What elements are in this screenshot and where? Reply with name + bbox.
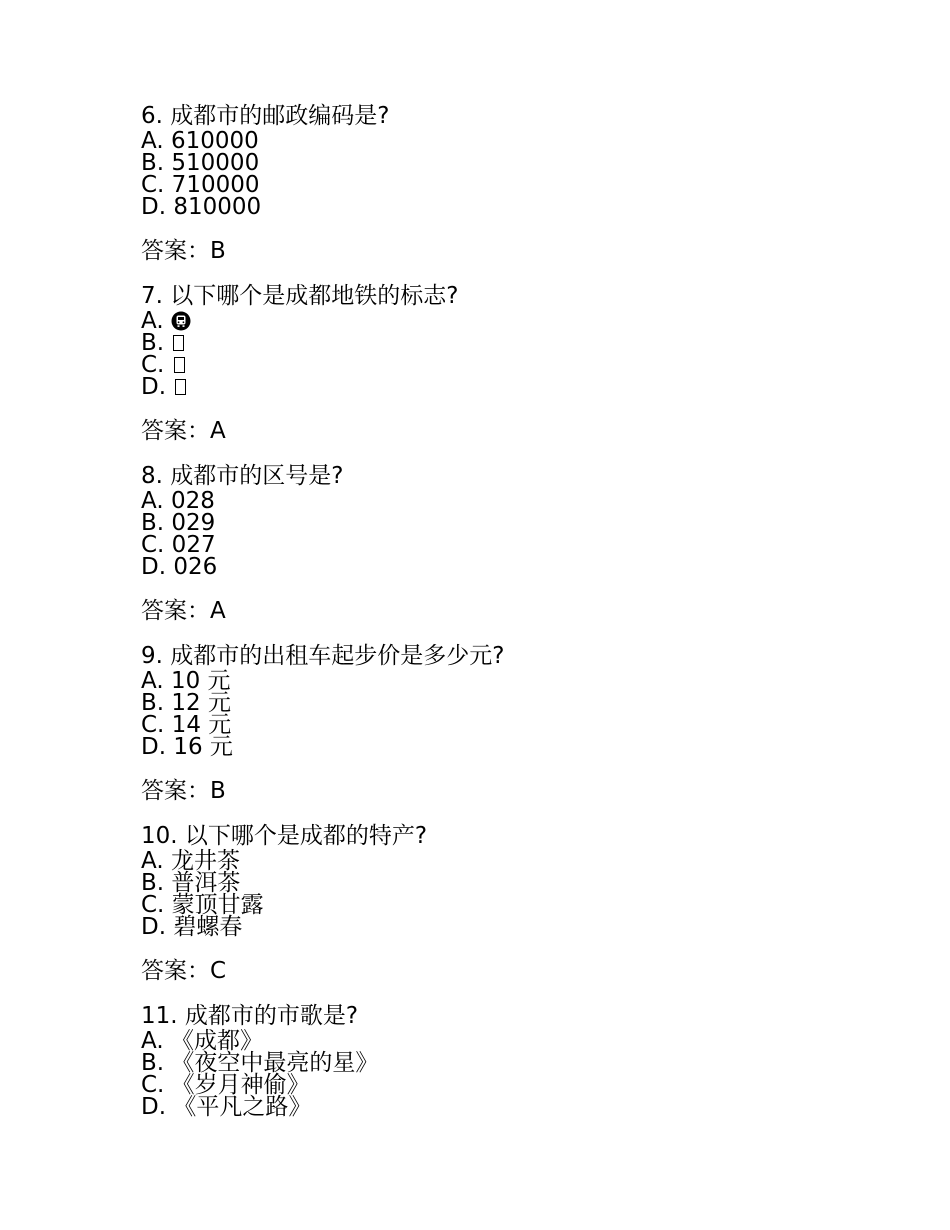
option-b [141,332,841,354]
question-text: 8. 成都市的区号是? [141,463,344,489]
answer-value: B [210,238,226,264]
question-text: 6. 成都市的邮政编码是? [141,103,390,129]
quiz-document [141,104,841,1118]
answer-line [141,958,841,984]
question-text: 7. 以下哪个是成都地铁的标志? [141,283,459,309]
option-a: A. 10 元 [141,668,231,694]
answer-value: A [210,598,226,624]
option-a: A. 《成都》 [141,1028,263,1054]
question-text: 10. 以下哪个是成都的特产? [141,823,428,849]
question-7 [141,284,841,444]
question-11 [141,1004,841,1118]
metro-icon [171,311,191,331]
option-b: B. 510000 [141,150,260,176]
missing-glyph-box-icon [174,357,185,373]
option-a: A. 028 [141,488,215,514]
answer-line [141,778,841,804]
option-d: D. 026 [141,554,218,580]
option-c [141,354,841,376]
question-text: 9. 成都市的出租车起步价是多少元? [141,643,505,669]
option-d: D. 16 元 [141,734,233,760]
option-d: D. 810000 [141,194,262,220]
answer-value: C [210,958,227,984]
answer-label: 答案： [141,958,210,984]
option-c: C. 14 元 [141,712,232,738]
answer-label: 答案： [141,598,210,624]
option-label: B. [141,330,172,356]
option-label: D. [141,374,174,400]
option-a [141,310,841,332]
answer-value: A [210,418,226,444]
option-d [141,376,841,398]
option-label: A. [141,308,171,334]
option-b: B. 《夜空中最亮的星》 [141,1050,379,1076]
missing-glyph-box-icon [173,335,184,351]
option-label: C. [141,352,172,378]
answer-label: 答案： [141,238,210,264]
option-b: B. 029 [141,510,216,536]
option-c: C. 027 [141,532,216,558]
option-a: A. 610000 [141,128,259,154]
question-8 [141,464,841,624]
answer-line [141,418,841,444]
option-b: B. 普洱茶 [141,870,241,896]
option-d: D. 《平凡之路》 [141,1094,312,1120]
question-text: 11. 成都市的市歌是? [141,1003,359,1029]
option-a: A. 龙井茶 [141,848,240,874]
answer-label: 答案： [141,778,210,804]
question-10 [141,824,841,984]
option-c: C. 蒙顶甘露 [141,892,264,918]
missing-glyph-box-icon [175,379,186,395]
question-9 [141,644,841,804]
option-c: C. 《岁月神偷》 [141,1072,310,1098]
option-b: B. 12 元 [141,690,231,716]
answer-line [141,598,841,624]
question-6 [141,104,841,264]
answer-value: B [210,778,226,804]
answer-label: 答案： [141,418,210,444]
option-c: C. 710000 [141,172,260,198]
answer-line [141,238,841,264]
option-d: D. 碧螺春 [141,914,243,940]
